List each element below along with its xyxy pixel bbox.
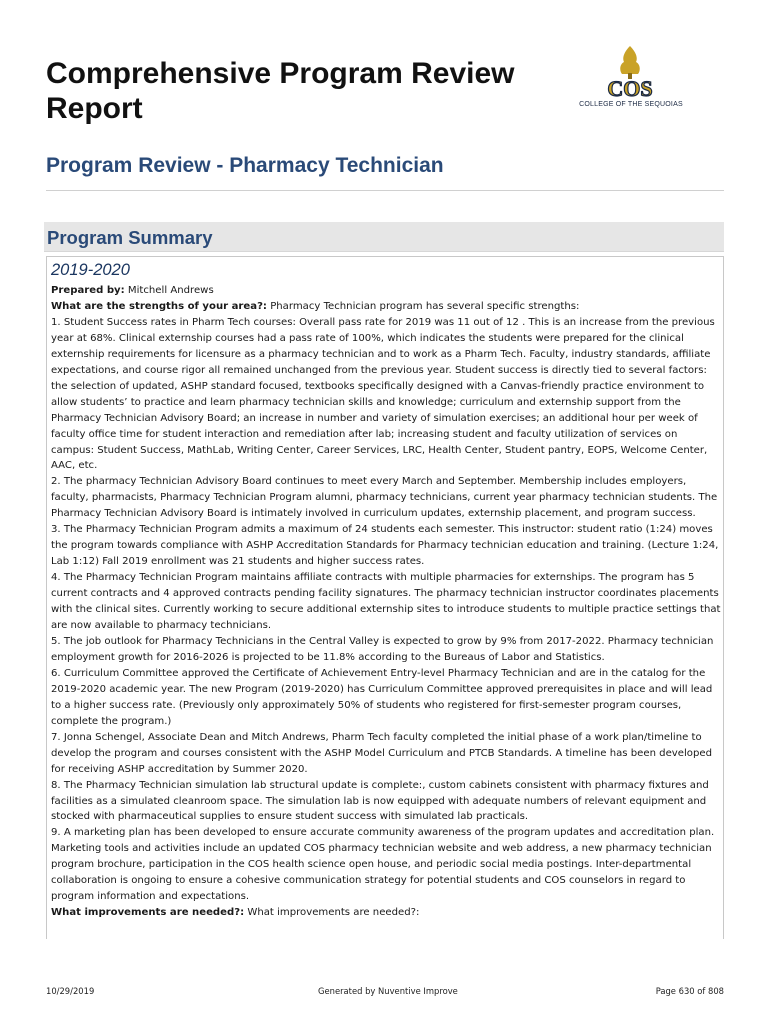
footer-date: 10/29/2019 [46, 986, 95, 996]
logo-caption: COLLEGE OF THE SEQUOIAS [579, 101, 683, 108]
strength-point: 5. The job outlook for Pharmacy Technicians in the Central Valley is expected to grow by 9% from 2017-2022. Pharmacy technician employment growth for 2016-2026 is projected to be 11.8% according to the Bureaus of Labor and Statistics. [51, 635, 714, 663]
strengths-line [51, 299, 723, 315]
strength-point: 7. Jonna Schengel, Associate Dean and Mitch Andrews, Pharm Tech faculty completed the initial phase of a work plan/timeline to develop the program and courses consistent with the ASHP Model Curriculum and PTCB Standards. A timeline has been developed for receiving ASHP accreditation by Summer 2020. [51, 731, 712, 775]
strength-point: 8. The Pharmacy Technician simulation lab structural update is complete:, custom cabinets consistent with pharmacy fixtures and facilities as a simulated cleanroom space. The simulation lab is now equipped with adequate numbers of relevant equipment and stocked with pharmaceutical supplies to ensure student success with simulated lab practicals. [51, 779, 709, 823]
strength-point: 3. The Pharmacy Technician Program admits a maximum of 24 students each semester. This instructor: student ratio (1:24) moves the program towards compliance with ASHP Accreditation Standards for Pharmacy technician education and training. (Lecture 1:24, Lab 1:12) Fall 2019 enrollment was 21 students and higher success rates. [51, 524, 719, 568]
improvements-label: What improvements are needed?: [51, 907, 245, 919]
divider [46, 190, 724, 191]
prepared-by-line [51, 283, 723, 299]
sequoia-tree-icon [572, 44, 690, 102]
summary-content [51, 283, 723, 921]
strengths-label: What are the strengths of your area?: [51, 300, 267, 312]
svg-text:COS: COS [607, 76, 653, 101]
report-title: Comprehensive Program Review Report [46, 57, 515, 125]
strength-point: 2. The pharmacy Technician Advisory Board continues to meet every March and September. Membership includes employers, faculty, pharmacists, Pharmacy Technician Program alumni, pharmacy technicians, current year pharmacy technician students. The Pharmacy Technician Advisory Board is intimately involved in curriculum updates, externship placement, and program success. [51, 476, 718, 520]
section-header [44, 222, 724, 252]
strength-point: 4. The Pharmacy Technician Program maintains affiliate contracts with multiple pharmacies for externships. The program has 5 current contracts and 4 approved contracts pending facility signatures. The pharmacy technician instructor coordinates placements with the clinical sites. Currently working to secure additional externship sites to introduce students to multiple practice settings that are now available to pharmacy technicians. [51, 572, 721, 632]
strength-point: 1. Student Success rates in Pharm Tech courses: Overall pass rate for 2019 was 11 out of 12 . This is an increase from the previous year at 68%. Clinical externship courses had a pass rate of 100%, which indicates the students were prepared for the clinical externship requirements for licensure as a pharmacy technician and to work as a Pharm Tech. Faculty, industry standards, affiliate expectations, and course rigor all remained unchanged from the previous year. Student success is directly tied to several factors: the selection of updated, ASHP standard focused, textbooks specifically designed with a Canvas-friendly practice environment to allow students’ to practice and learn pharmacy technician skills and knowledge; curriculum and externship support from the Pharmacy Technician Advisory Board; an increase in number and variety of simulation exercises; an additional hour per week of faculty office time for student interaction and remediation after lab; increasing student and faculty utilization of services on campus: Student Success, MathLab, Writing Center, Career Services, LRC, Health Center, Student pantry, EOPS, Welcome Center, AAC, etc. [51, 316, 715, 472]
college-logo [572, 44, 690, 112]
section-title: Program Summary [47, 227, 213, 248]
strength-point: 6. Curriculum Committee approved the Certificate of Achievement Entry-level Pharmacy Technician and are in the catalog for the 2019-2020 academic year. The new Program (2019-2020) has Curriculum Committee approved prerequisites in place and will lead to a higher success rate. (Previously only approximately 50% of students who registered for first-semester program courses, complete the program.) [51, 667, 713, 727]
strength-point: 9. A marketing plan has been developed to ensure accurate community awareness of the program updates and accreditation plan. Marketing tools and activities include an updated COS pharmacy technician website and web address, a new pharmacy technician program brochure, participation in the COS health science open house, and periodic social media postings. Inter-departmental collaboration is ongoing to ensure a cohesive communication strategy for potential students and COS counselors in regard to program information and expectations. [51, 827, 715, 903]
footer-page-number: Page 630 of 808 [655, 986, 724, 996]
year-heading: 2019-2020 [51, 261, 130, 279]
summary-panel [46, 256, 724, 939]
improvements-text: What improvements are needed?: [247, 907, 420, 919]
program-title: Program Review - Pharmacy Technician [46, 154, 444, 177]
footer-generated: Generated by Nuventive Improve [318, 986, 458, 996]
strengths-intro: Pharmacy Technician program has several specific strengths: [270, 300, 580, 312]
prepared-by-value: Mitchell Andrews [127, 285, 214, 296]
prepared-by-label: Prepared by: [51, 285, 125, 296]
improvements-line [51, 905, 723, 921]
